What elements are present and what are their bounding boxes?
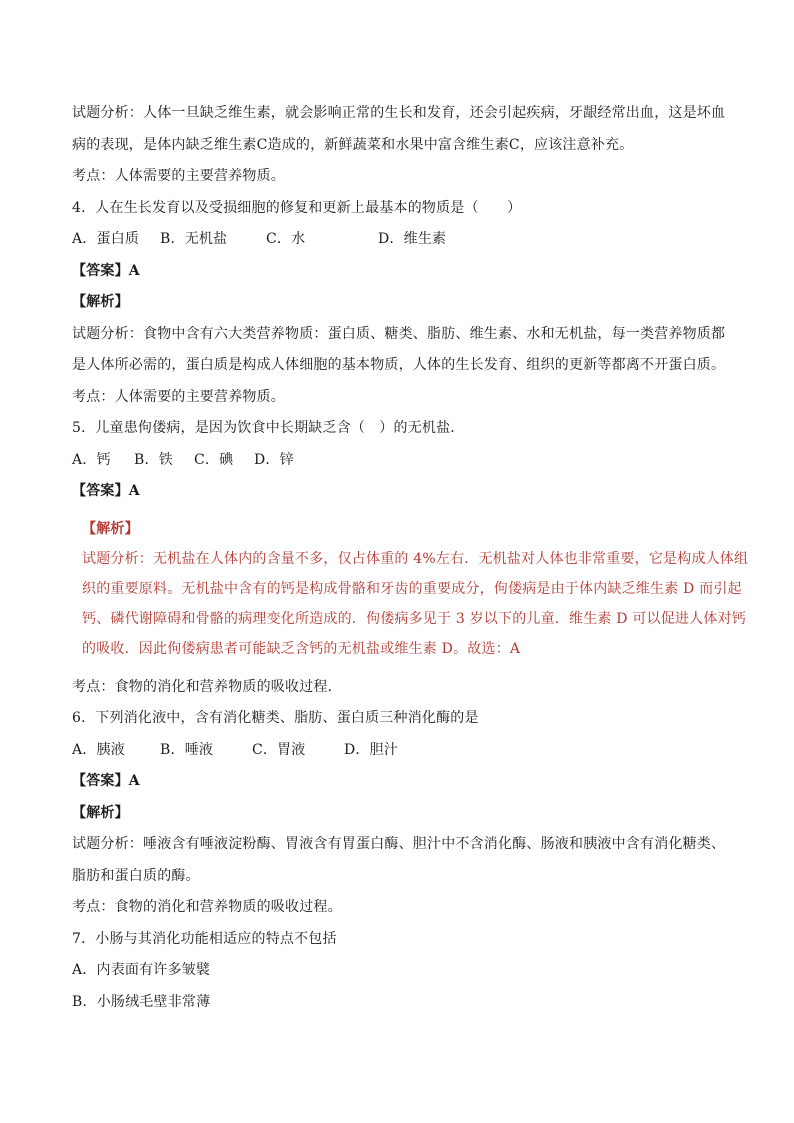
q4-answer: 【答案】A — [72, 262, 140, 279]
q5-analysis-line-4: 的吸收．因此佝偻病患者可能缺乏含钙的无机盐或维生素 D。故选：A — [82, 640, 521, 657]
q4-analysis-line-1: 试题分析：食物中含有六大类营养物质：蛋白质、糖类、脂肪、维生素、水和无机盐，每一类营养物质都 — [72, 325, 726, 342]
q4-option-d: D．维生素 — [378, 231, 447, 247]
q3-analysis-line-1: 试题分析：人体一旦缺乏维生素，就会影响正常的生长和发育，还会引起疾病，牙龈经常出血，这是坏血 — [72, 105, 726, 121]
q7-option-b: B．小肠绒毛壁非常薄 — [72, 993, 211, 1010]
q6-stem: 6．下列消化液中，含有消化糖类、脂肪、蛋白质三种消化酶的是 — [72, 710, 479, 726]
q5-option-c: C．碘 — [194, 451, 234, 468]
q3-exam-point: 考点：人体需要的主要营养物质。 — [72, 168, 285, 184]
q6-option-c: C．胃液 — [252, 741, 306, 758]
q6-analysis-line-1: 试题分析：唾液含有唾液淀粉酶、胃液含有胃蛋白酶、胆汁中不含消化酶、肠液和胰液中含有消化糖类、 — [72, 836, 726, 852]
q3-analysis-line-2: 病的表现，是体内缺乏维生素C造成的，新鲜蔬菜和水果中富含维生素C，应该注意补充。 — [72, 136, 634, 153]
q5-analysis-line-3: 钙、磷代谢障碍和骨骼的病理变化所造成的．佝偻病多见于 3 岁以下的儿童．维生素 D 可以促进人体对钙 — [82, 610, 746, 627]
q5-analysis-line-1: 试题分析：无机盐在人体内的含量不多，仅占体重的 4%左右．无机盐对人体也非常重要，它是构成人体组 — [82, 550, 749, 567]
q5-answer: 【答案】A — [72, 483, 140, 499]
q4-exam-point: 考点：人体需要的主要营养物质。 — [72, 388, 285, 405]
q4-option-a: A．蛋白质 — [72, 231, 140, 247]
q5-options — [72, 445, 732, 477]
q4-analysis-label: 【解析】 — [72, 294, 129, 310]
q5-option-a: A．钙 — [72, 451, 111, 468]
q7-option-a: A．内表面有许多皱襞 — [72, 962, 211, 978]
q5-option-b: B．铁 — [134, 451, 173, 468]
q6-option-d: D．胆汁 — [344, 741, 399, 758]
q5-analysis-block — [72, 514, 749, 664]
q6-option-b: B．唾液 — [160, 741, 214, 758]
q4-option-b: B．无机盐 — [160, 231, 228, 247]
q6-exam-point: 考点：食物的消化和营养物质的吸收过程。 — [72, 899, 342, 915]
q4-stem: 4．人在生长发育以及受损细胞的修复和更新上最基本的物质是（ ） — [72, 199, 522, 216]
q4-option-c: C．水 — [266, 231, 306, 247]
q4-options — [72, 224, 732, 256]
q5-stem: 5．儿童患佝偻病，是因为饮食中长期缺乏含（ ）的无机盐． — [72, 420, 465, 436]
q5-analysis-label: 【解析】 — [82, 520, 139, 537]
q6-analysis-label: 【解析】 — [72, 804, 129, 821]
q7-stem: 7．小肠与其消化功能相适应的特点不包括 — [72, 930, 337, 947]
q6-options — [72, 735, 732, 767]
q6-answer: 【答案】A — [72, 773, 140, 789]
q5-analysis-line-2: 织的重要原料。无机盐中含有的钙是构成骨骼和牙齿的重要成分，佝偻病是由于体内缺乏维生素 D 而引起 — [82, 580, 742, 597]
q5-exam-point: 考点：食物的消化和营养物质的吸收过程． — [72, 678, 342, 695]
q6-analysis-line-2: 脂肪和蛋白质的酶。 — [72, 867, 200, 884]
document-page — [72, 98, 749, 1018]
q6-option-a: A．胰液 — [72, 741, 125, 758]
q5-option-d: D．锌 — [254, 451, 294, 468]
q4-analysis-line-2: 是人体所必需的，蛋白质是构成人体细胞的基本物质，人体的生长发育、组织的更新等都离不开蛋白质。 — [72, 357, 726, 373]
